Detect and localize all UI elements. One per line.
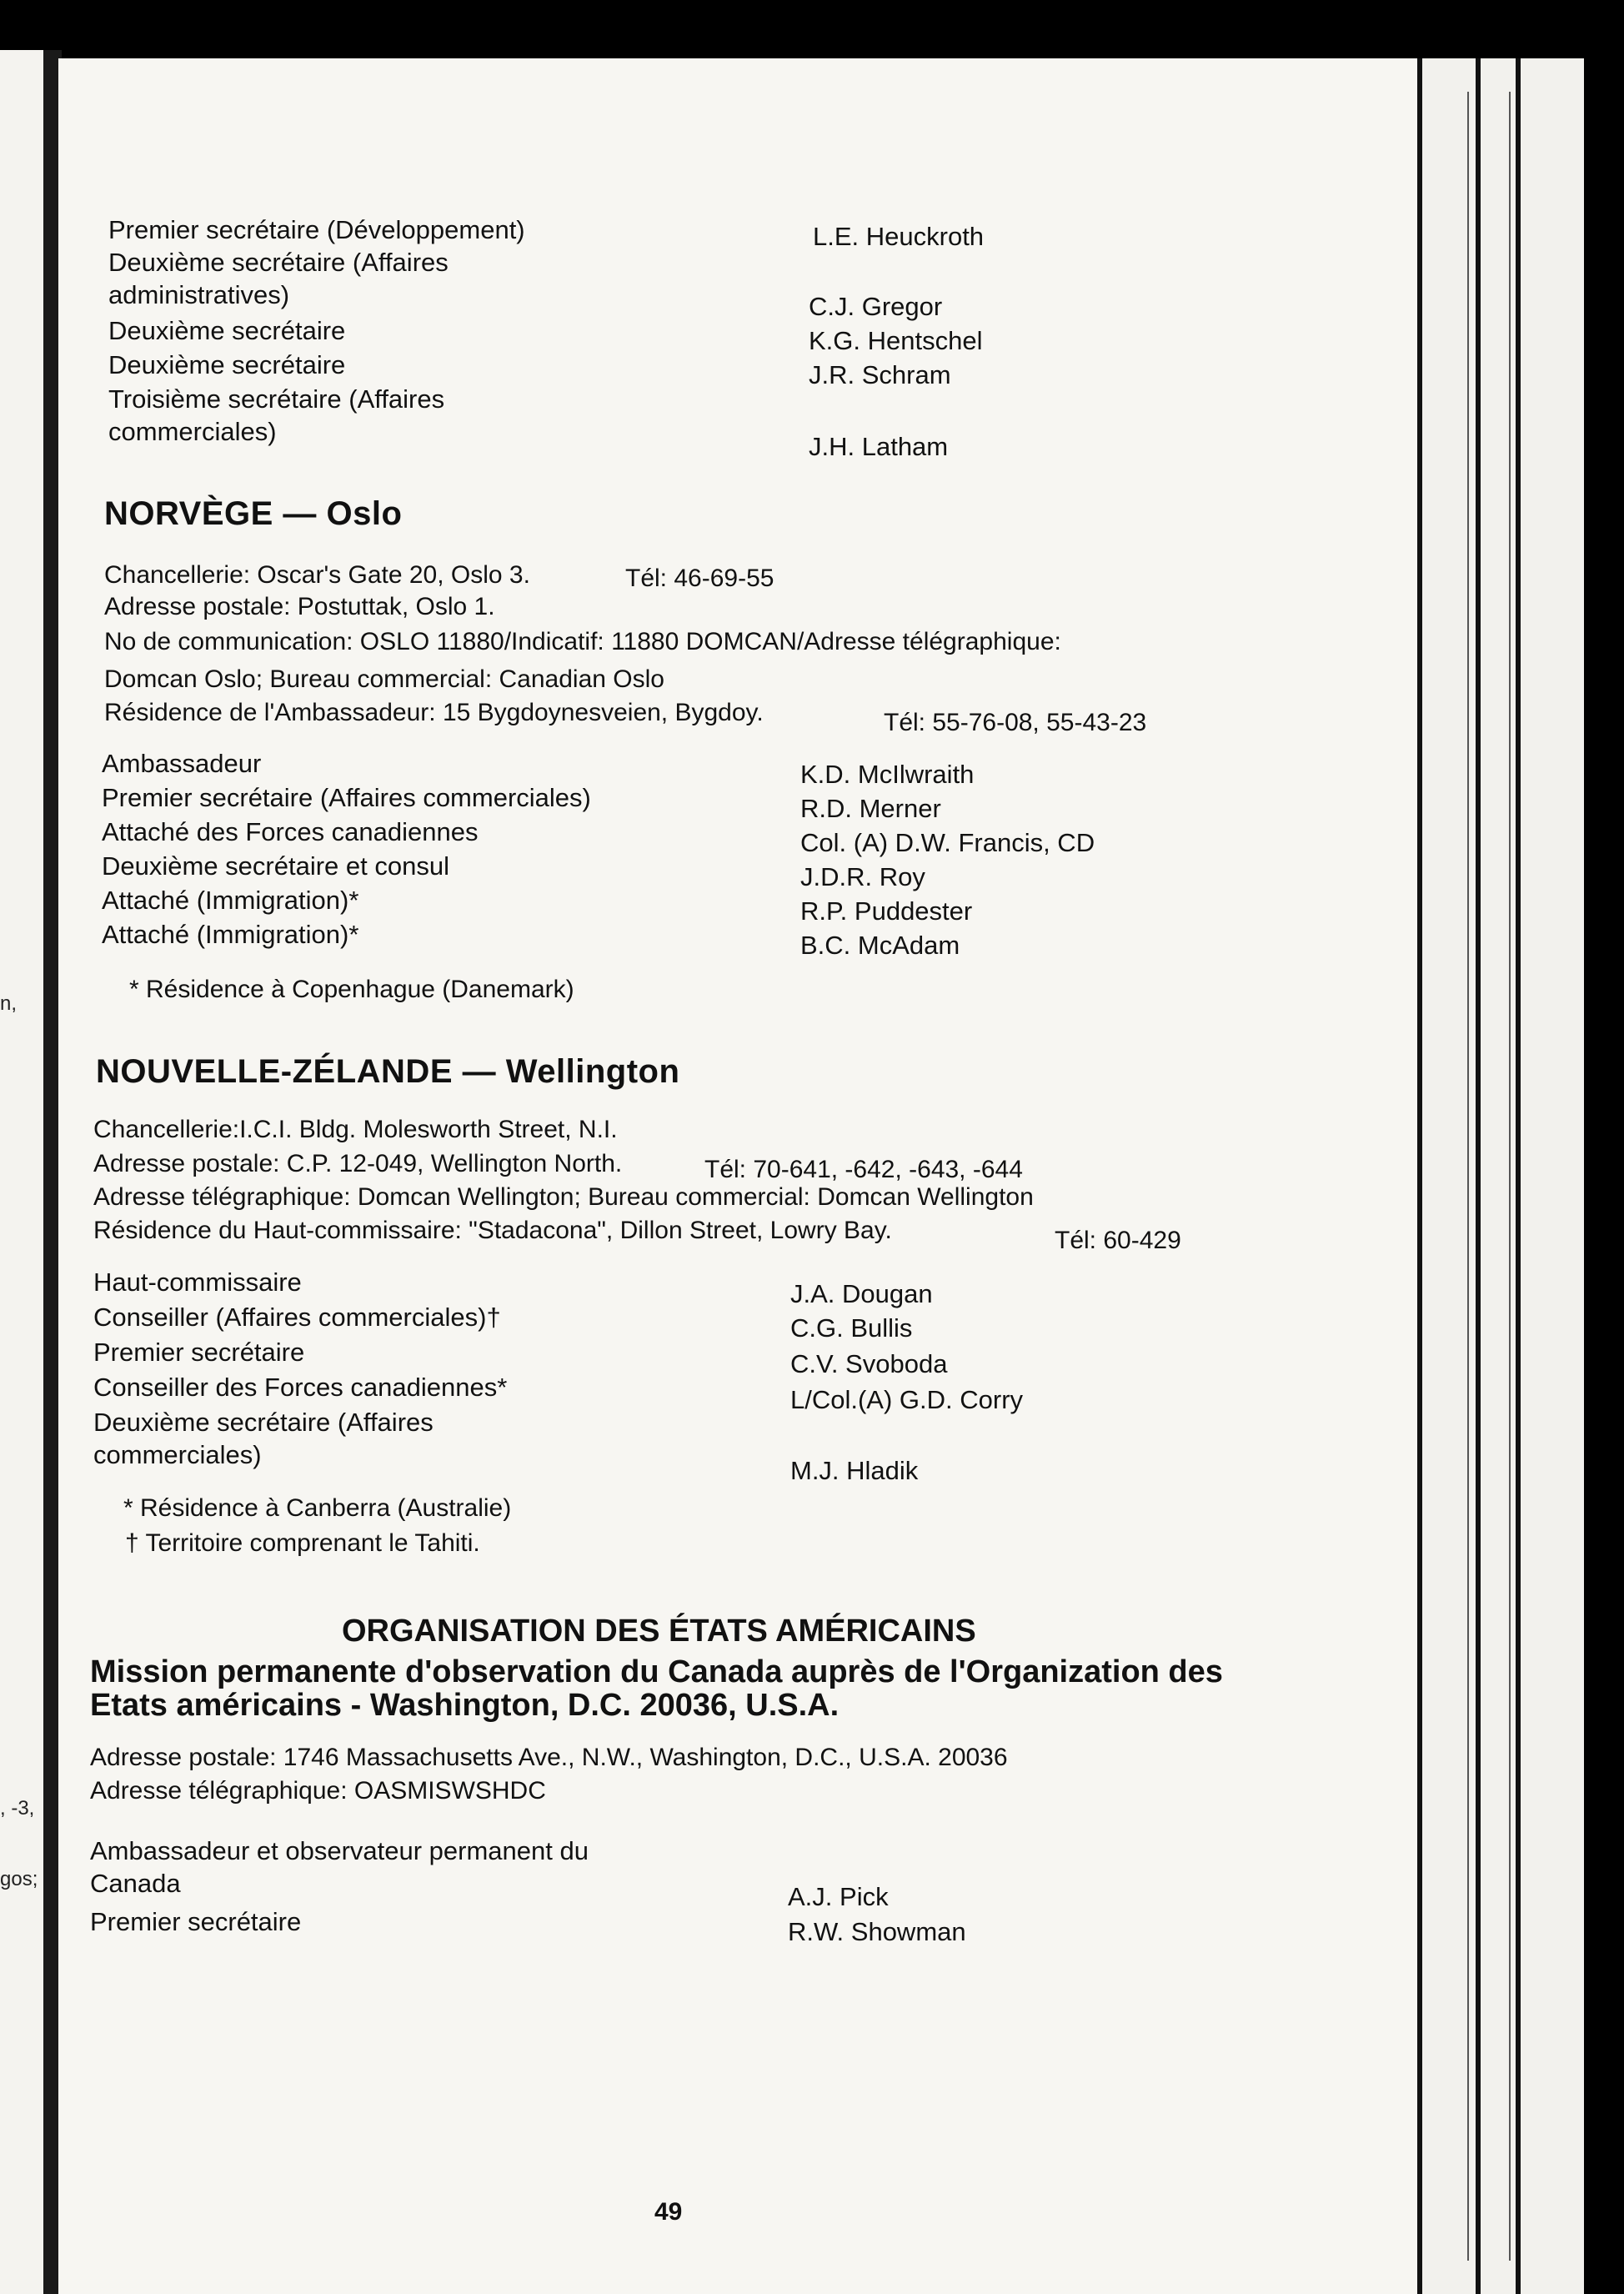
staff-title: Premier secrétaire (Développement) xyxy=(108,215,525,244)
section-heading: NORVÈGE — Oslo xyxy=(104,495,403,532)
staff-title: Deuxième secrétaire (Affaires commerciales) xyxy=(93,1408,434,1469)
staff-title: Ambassadeur xyxy=(102,749,262,778)
mission-subheading: Mission permanente d'observation du Canada auprès de l'Organization des Etats américains - Washington, D.C. 20036, U.S.A. xyxy=(90,1654,1223,1723)
footnote: * Résidence à Canberra (Australie) xyxy=(123,1494,512,1522)
staff-title: Ambassadeur et observateur permanent du Canada xyxy=(90,1836,589,1898)
facing-page-fragment: gos; xyxy=(0,1868,38,1890)
address-postal: Adresse postale: C.P. 12-049, Wellington North. xyxy=(93,1150,623,1177)
staff-name: R.D. Merner xyxy=(800,794,941,823)
staff-title: Deuxième secrétaire (Affaires administratives) xyxy=(108,248,449,309)
telegraph-address: Adresse télégraphique: Domcan Wellington; Bureau commercial: Domcan Wellington xyxy=(93,1183,1034,1211)
staff-name: J.R. Schram xyxy=(809,360,951,389)
staff-name: A.J. Pick xyxy=(788,1882,889,1911)
page-stack-edges xyxy=(1417,58,1584,2294)
section-heading: NOUVELLE-ZÉLANDE — Wellington xyxy=(96,1053,680,1090)
staff-name: L.E. Heuckroth xyxy=(813,222,985,251)
staff-title: Deuxième secrétaire et consul xyxy=(102,851,449,881)
staff-name: K.D. McIlwraith xyxy=(800,760,975,789)
address-residence: Résidence du Haut-commissaire: "Stadacona", Dillon Street, Lowry Bay. xyxy=(93,1217,892,1244)
communication-info: No de communication: OSLO 11880/Indicatif: 11880 DOMCAN/Adresse télégraphique: xyxy=(104,628,1061,655)
staff-name: J.H. Latham xyxy=(809,432,949,461)
staff-name: C.V. Svoboda xyxy=(790,1349,948,1378)
phone-number: Tél: 70-641, -642, -643, -644 xyxy=(704,1156,1023,1183)
facing-page-fragment: , -3, xyxy=(0,1797,35,1820)
address-chancellerie: Chancellerie:I.C.I. Bldg. Molesworth Street, N.I. xyxy=(93,1116,618,1143)
address-residence: Résidence de l'Ambassadeur: 15 Bygdoynesveien, Bygdoy. xyxy=(104,699,764,726)
staff-name: J.D.R. Roy xyxy=(800,862,925,891)
page-number: 49 xyxy=(654,2198,683,2226)
staff-title: Haut-commissaire xyxy=(93,1267,302,1297)
footnote: * Résidence à Copenhague (Danemark) xyxy=(129,976,574,1003)
section-heading: ORGANISATION DES ÉTATS AMÉRICAINS xyxy=(342,1614,976,1649)
staff-title: Attaché (Immigration)* xyxy=(102,920,359,949)
phone-number: Tél: 46-69-55 xyxy=(625,565,774,592)
staff-name: M.J. Hladik xyxy=(790,1456,919,1485)
staff-name: C.J. Gregor xyxy=(809,292,943,321)
staff-name: L/Col.(A) G.D. Corry xyxy=(790,1385,1024,1414)
phone-number: Tél: 55-76-08, 55-43-23 xyxy=(884,709,1147,736)
staff-name: R.W. Showman xyxy=(788,1917,966,1946)
communication-info: Domcan Oslo; Bureau commercial: Canadian Oslo xyxy=(104,665,664,693)
address-chancellerie: Chancellerie: Oscar's Gate 20, Oslo 3. xyxy=(104,561,530,589)
staff-title: Attaché (Immigration)* xyxy=(102,886,359,915)
facing-page-fragment: n, xyxy=(0,992,18,1015)
facing-page-edge xyxy=(0,50,43,2294)
staff-title: Premier secrétaire xyxy=(93,1338,305,1367)
staff-name: B.C. McAdam xyxy=(800,931,960,960)
phone-number: Tél: 60-429 xyxy=(1055,1227,1181,1254)
staff-title: Conseiller des Forces canadiennes* xyxy=(93,1373,508,1402)
staff-name: C.G. Bullis xyxy=(790,1313,913,1343)
staff-title: Deuxième secrétaire xyxy=(108,350,346,379)
address-postal: Adresse postale: Postuttak, Oslo 1. xyxy=(104,593,495,620)
staff-title: Troisième secrétaire (Affaires commerciales) xyxy=(108,384,445,446)
staff-title: Premier secrétaire xyxy=(90,1907,302,1936)
staff-name: K.G. Hentschel xyxy=(809,326,983,355)
staff-title: Premier secrétaire (Affaires commerciales) xyxy=(102,783,591,812)
staff-name: Col. (A) D.W. Francis, CD xyxy=(800,828,1095,857)
footnote: † Territoire comprenant le Tahiti. xyxy=(125,1529,480,1557)
staff-title: Attaché des Forces canadiennes xyxy=(102,817,479,846)
staff-name: J.A. Dougan xyxy=(790,1279,933,1308)
address-postal: Adresse postale: 1746 Massachusetts Ave., N.W., Washington, D.C., U.S.A. 20036 xyxy=(90,1744,1008,1771)
staff-title: Deuxième secrétaire xyxy=(108,316,346,345)
telegraph-address: Adresse télégraphique: OASMISWSHDC xyxy=(90,1777,546,1805)
staff-name: R.P. Puddester xyxy=(800,896,973,926)
staff-title: Conseiller (Affaires commerciales)† xyxy=(93,1303,501,1332)
